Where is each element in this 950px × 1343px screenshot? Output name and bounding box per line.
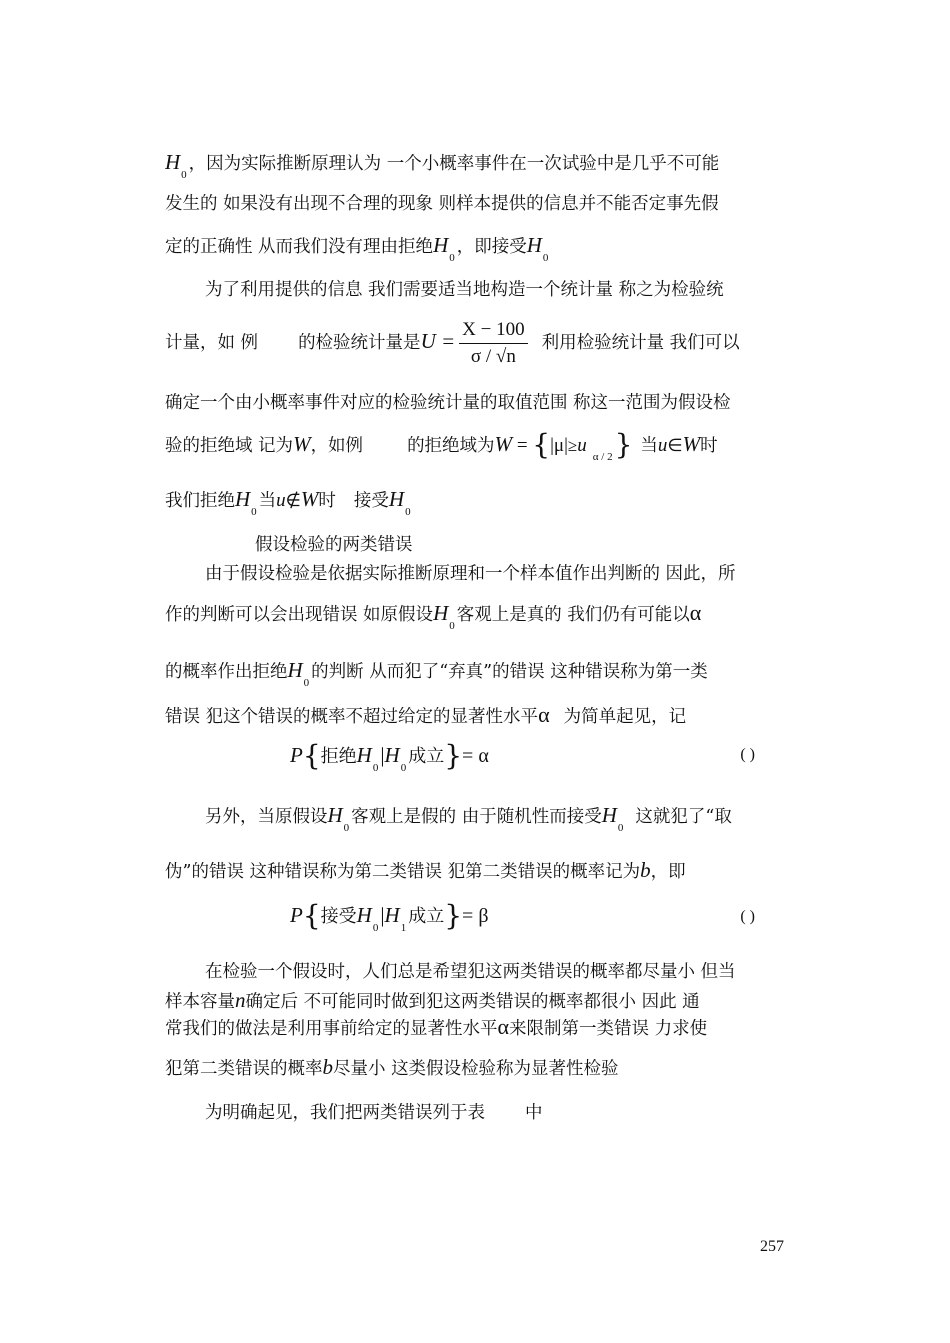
equals-beta: = β	[462, 905, 489, 927]
text: 我们拒绝	[165, 491, 235, 511]
n-symbol: n	[235, 988, 246, 1012]
p3-line4	[165, 703, 790, 729]
equation-type-two-error	[290, 896, 755, 934]
text: 当	[258, 491, 277, 511]
text: 的检验统计量是	[298, 333, 421, 353]
text: 时	[700, 436, 718, 456]
text: 常我们的做法是利用事前给定的显著性水平	[165, 1019, 498, 1039]
text: 确定后 不可能同时做到犯这两类错误的概率都很小 因此 通	[245, 992, 700, 1012]
fraction-numerator: X − 100	[459, 319, 527, 344]
p3-line3	[165, 658, 790, 686]
page-number: 257	[760, 1238, 784, 1255]
p3-line2	[165, 601, 790, 629]
alpha-symbol: α	[689, 601, 702, 625]
sub-zero: 0	[449, 620, 455, 629]
p1-line3	[165, 233, 790, 261]
text: 来限制第一类错误 力求使	[509, 1019, 708, 1039]
sub-zero: 0	[405, 506, 411, 515]
sub-zero: 0	[372, 762, 379, 774]
text: 作的判断可以会出现错误 如原假设	[165, 605, 434, 625]
abs-bar: |	[550, 435, 554, 456]
mu-symbol: μ	[553, 435, 565, 456]
fraction-denominator: σ / √n	[470, 346, 516, 364]
u-symbol: u	[577, 435, 587, 456]
sub-zero: 0	[181, 169, 187, 178]
W-symbol: W	[293, 432, 311, 456]
p4-line1	[205, 803, 790, 831]
text: 中	[525, 1103, 543, 1123]
P-symbol: P	[290, 743, 303, 767]
sub-zero: 0	[343, 822, 350, 831]
p5-line1	[205, 960, 790, 984]
text: 的概率作出拒绝	[165, 662, 288, 682]
sub-one: 1	[400, 922, 407, 934]
p1-line1	[165, 150, 790, 178]
section-title-text: 假设检验的两类错误	[255, 535, 413, 555]
text: 发生的 如果没有出现不合理的现象 则样本提供的信息并不能否定事先假	[165, 194, 719, 214]
text: 成立	[408, 906, 445, 927]
text: 拒绝	[320, 746, 357, 767]
H-symbol: H	[356, 903, 372, 927]
H-symbol: H	[287, 658, 303, 682]
W-symbol: W	[494, 432, 513, 456]
abs-bar: |	[564, 435, 568, 456]
equation-number: ( )	[740, 908, 755, 925]
left-brace: {	[302, 739, 321, 772]
text: 为明确起见，我们把两类错误列于表	[205, 1103, 485, 1123]
p3-line1	[205, 562, 790, 586]
conditional-bar: |	[380, 903, 385, 927]
text: 接受	[320, 906, 357, 927]
W-symbol: W	[682, 432, 701, 456]
notin-symbol: ∉	[285, 490, 301, 510]
text: 客观上是假的 由于随机性而接受	[351, 807, 602, 827]
text: ，即	[650, 862, 686, 882]
p2-line3	[165, 391, 790, 415]
p5-line2	[165, 988, 790, 1014]
sub-zero: 0	[372, 922, 379, 934]
u-symbol: u	[276, 490, 286, 511]
p2-line1	[205, 278, 790, 302]
H-symbol: H	[601, 803, 617, 827]
sub-alpha-half: α / 2	[592, 451, 613, 460]
text: ，如例	[310, 436, 364, 456]
text: 样本容量	[165, 992, 235, 1012]
equation-type-one-error	[290, 736, 755, 774]
alpha-symbol: α	[497, 1015, 510, 1039]
text: ，即接受	[456, 237, 527, 257]
H-symbol: H	[433, 601, 449, 625]
U-symbol: U =	[420, 329, 456, 353]
H-symbol: H	[388, 487, 405, 511]
right-brace: }	[444, 739, 463, 772]
p5-line4	[165, 1055, 790, 1081]
in-symbol: ∈	[667, 435, 683, 455]
left-brace: {	[532, 430, 551, 460]
H-symbol: H	[235, 487, 251, 511]
text: 当	[640, 436, 658, 456]
H-symbol: H	[433, 233, 449, 257]
p4-line2	[165, 858, 790, 884]
sub-zero: 0	[542, 252, 549, 261]
text: 验的拒绝域 记为	[165, 436, 294, 456]
H-symbol: H	[526, 233, 542, 257]
text: 由于假设检验是依据实际推断原理和一个样本值作出判断的 因此，所	[205, 564, 736, 584]
text: 确定一个由小概率事件对应的检验统计量的取值范围 称这一范围为假设检	[165, 393, 731, 413]
text: 犯第二类错误的概率	[165, 1059, 323, 1079]
u-symbol: u	[657, 435, 668, 456]
p1-line2	[165, 192, 790, 216]
right-brace: }	[614, 430, 633, 460]
conditional-bar: |	[380, 743, 385, 767]
p2-line5	[165, 487, 790, 515]
equation-number: ( )	[740, 746, 755, 763]
text: 客观上是真的 我们仍有可能以	[456, 605, 690, 625]
text: 利用检验统计量 我们可以	[541, 333, 740, 353]
test-statistic-fraction	[459, 319, 527, 364]
text: 尽量小 这类假设检验称为显著性检验	[333, 1059, 619, 1079]
right-brace: }	[444, 899, 463, 932]
text: 成立	[408, 746, 445, 767]
text: ，因为实际推断原理认为 一个小概率事件在一次试验中是几乎不可能	[188, 154, 720, 174]
text: 的判断 从而犯了“弃真”的错误 这种错误称为第一类	[311, 662, 708, 682]
b-symbol: b	[640, 858, 651, 882]
H-symbol: H	[356, 743, 372, 767]
geq-symbol: ≥	[567, 436, 578, 455]
text: 时	[318, 491, 336, 511]
text: 另外，当原假设	[205, 807, 328, 827]
b-symbol: b	[322, 1055, 333, 1079]
W-symbol: W	[300, 487, 319, 511]
left-brace: {	[302, 899, 321, 932]
text: 错误 犯这个错误的概率不超过给定的显著性水平	[165, 707, 539, 727]
p2-line2	[165, 318, 790, 364]
sub-zero: 0	[617, 822, 624, 831]
P-symbol: P	[290, 903, 303, 927]
sub-zero: 0	[251, 506, 257, 515]
p2-line4: 验的拒绝域 记为W，如例 的拒绝域为$W = \{|\mu|\ge u_{\alpha / 2}\}$ 当u∈W时	[165, 430, 790, 460]
sub-zero: 0	[400, 762, 407, 774]
alpha-symbol: α	[538, 703, 550, 727]
p6-line1	[205, 1101, 790, 1125]
text: 计量，如 例	[165, 333, 259, 353]
equals-alpha: = α	[462, 745, 489, 767]
text: 为简单起见，记	[563, 707, 687, 727]
sub-zero: 0	[303, 677, 310, 686]
section-title	[255, 533, 880, 557]
H-symbol: H	[327, 803, 343, 827]
text: 的拒绝域为	[407, 436, 495, 456]
H-symbol: H	[165, 150, 181, 174]
p5-line3	[165, 1015, 790, 1041]
text: 在检验一个假设时，人们总是希望犯这两类错误的概率都尽量小 但当	[205, 962, 736, 982]
H-symbol: H	[384, 903, 400, 927]
text: 伪”的错误 这种错误称为第二类错误 犯第二类错误的概率记为	[165, 862, 641, 882]
text: 接受	[353, 491, 389, 511]
text: 这就犯了“取	[635, 807, 732, 827]
text: 为了利用提供的信息 我们需要适当地构造一个统计量 称之为检验统	[205, 280, 724, 300]
sub-zero: 0	[449, 252, 455, 261]
H-symbol: H	[384, 743, 400, 767]
text: 定的正确性 从而我们没有理由拒绝	[165, 237, 434, 257]
